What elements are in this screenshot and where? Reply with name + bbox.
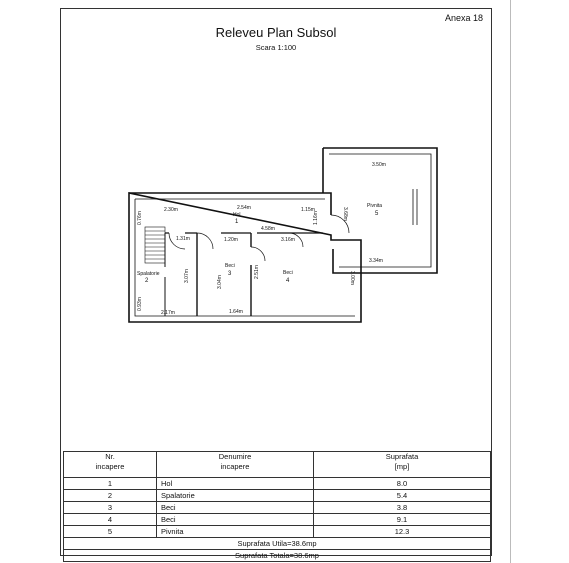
cell-nr: 4 <box>64 514 157 526</box>
suprafata-totala: Suprafata Totala=38.6mp <box>64 550 491 562</box>
dim-label: 1.20m <box>224 237 238 243</box>
room-name-spalatorie: Spalatorie <box>137 271 160 277</box>
suprafata-utila: Suprafata Utila=38.6mp <box>64 538 491 550</box>
dim-label: 2.54m <box>237 205 251 211</box>
cell-name: Beci <box>157 514 314 526</box>
header-area-text: Suprafata [mp] <box>385 452 419 471</box>
table-row <box>64 478 491 490</box>
dim-label: 3.07m <box>184 269 190 283</box>
annex-label: Anexa 18 <box>444 13 483 23</box>
dim-label: 1.31m <box>176 236 190 242</box>
dim-label: 3.00m <box>349 271 355 285</box>
table-row <box>64 514 491 526</box>
room-number-3: 3 <box>228 271 232 277</box>
dim-label: 2.17m <box>161 310 175 316</box>
table-header-row <box>64 452 491 478</box>
cell-area: 9.1 <box>314 514 491 526</box>
cell-nr: 2 <box>64 490 157 502</box>
header-name <box>157 452 314 478</box>
table-row <box>64 526 491 538</box>
plan-title: Releveu Plan Subsol <box>215 25 337 40</box>
room-name-beci-3: Beci <box>225 263 235 269</box>
dim-label: 3.04m <box>217 275 223 289</box>
room-name-beci-4: Beci <box>283 270 293 276</box>
header-nr-text: Nr. incapere <box>95 452 125 471</box>
rooms-table <box>63 451 491 562</box>
room-number-2: 2 <box>145 278 149 284</box>
cell-area: 3.8 <box>314 502 491 514</box>
dim-label: 1.15m <box>301 207 315 213</box>
cell-nr: 5 <box>64 526 157 538</box>
cell-name: Beci <box>157 502 314 514</box>
floor-plan <box>61 9 493 339</box>
cell-area: 12.3 <box>314 526 491 538</box>
cell-nr: 1 <box>64 478 157 490</box>
cell-nr: 3 <box>64 502 157 514</box>
header-nr <box>64 452 157 478</box>
page-edge-line <box>510 0 511 563</box>
cell-name: Pivnita <box>157 526 314 538</box>
room-number-4: 4 <box>286 278 290 284</box>
cell-name: Spalatorie <box>157 490 314 502</box>
pivnita-windows <box>413 189 417 225</box>
dim-label: 0.93m <box>137 297 143 311</box>
drawing-sheet <box>60 8 492 560</box>
plan-scale: Scara 1:100 <box>255 43 297 52</box>
cell-area: 8.0 <box>314 478 491 490</box>
dim-label: 3.34m <box>369 258 383 264</box>
dim-label: 2.51m <box>254 265 260 279</box>
door-swings <box>169 215 349 261</box>
dim-label: 3.68m <box>342 207 348 221</box>
cell-area: 5.4 <box>314 490 491 502</box>
dim-label: 4.58m <box>261 226 275 232</box>
room-number-5: 5 <box>375 211 379 217</box>
total-row-utila <box>64 538 491 550</box>
dim-label: 3.50m <box>372 162 386 168</box>
table-row <box>64 490 491 502</box>
header-name-text: Denumire incapere <box>218 452 252 471</box>
room-name-pivnita: Pivnita <box>367 203 383 209</box>
total-row-totala <box>64 550 491 562</box>
room-name-hol: Hol <box>233 212 241 218</box>
room-number-1: 1 <box>235 219 239 225</box>
stairs <box>145 227 165 263</box>
cell-name: Hol <box>157 478 314 490</box>
dim-label: 1.64m <box>229 309 243 315</box>
header-area <box>314 452 491 478</box>
dim-label: 3.16m <box>281 237 295 243</box>
floor-plan-walls <box>129 148 437 322</box>
dim-label: 1.16m <box>313 211 319 225</box>
table-row <box>64 502 491 514</box>
dim-label: 2.30m <box>164 207 178 213</box>
dim-label: 0.76m <box>137 211 143 225</box>
